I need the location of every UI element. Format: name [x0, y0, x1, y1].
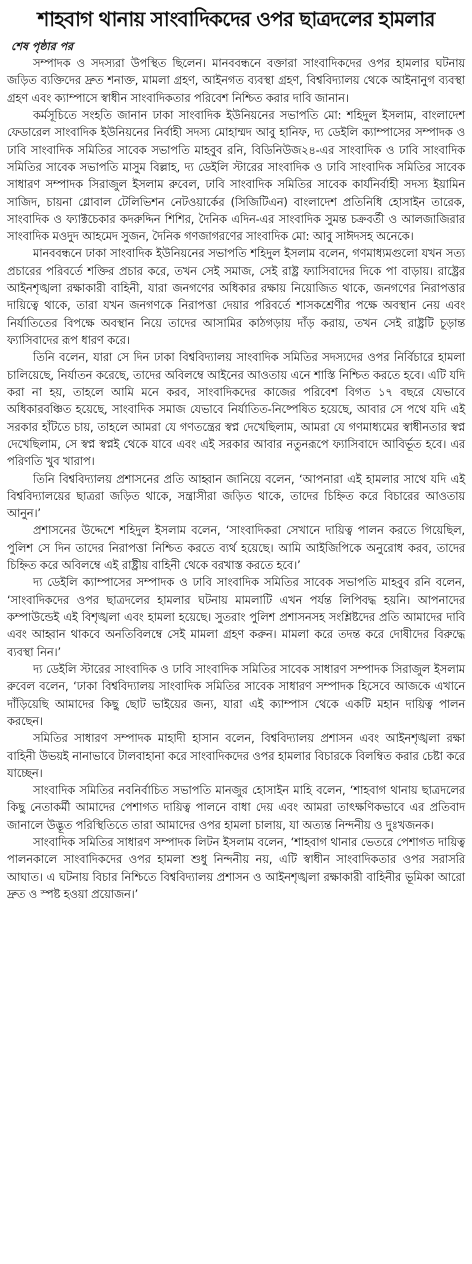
article-body [7, 55, 465, 903]
article-headline: শাহবাগ থানায় সাংবাদিকদের ওপর ছাত্রদলের হামলার [37, 7, 435, 31]
article-paragraph: সম্পাদক ও সদস্যরা উপস্থিত ছিলেন। মানববন্ধনে বক্তারা সাংবাদিকদের ওপর হামলার ঘটনায় জড়িত ব্যক্তিদের দ্রুত শনাক্ত, মামলা গ্রহণ, আইনগত ব্যবস্থা গ্রহণ, বিশ্ববিদ্যালয় থেকে আইনানুগ ব্যবস্থা গ্রহণ এবং ক্যাম্পাসে স্বাধীন সাংবাদিকতার পরিবেশ নিশ্চিত করার দাবি জানান। [7, 56, 465, 105]
article-paragraph: দ্য ডেইলি ক্যাম্পাসের সম্পাদক ও ঢাবি সাংবাদিক সমিতির সাবেক সভাপতি মাহবুব রনি বলেন, ‘সাংবাদিকদের ওপর ছাত্রদলের হামলার ঘটনায় মামলাটি এখন পর্যন্ত লিপিবদ্ধ হয়নি। আপনাদের কম্পাউন্ডেই এই বিশৃঙ্খলা এবং হামলা হয়েছে। সুতরাং পুলিশ প্রশাসনসহ সংশ্লিষ্টদের প্রতি আমাদের দাবি এবং আহ্বান থাকবে অনতিবিলম্বে সেই মামলা গ্রহণ করুন। মামলা করে তদন্ত করে দোষীদের বিরুদ্ধে ব্যবস্থা নিন।’ [7, 575, 465, 659]
article-paragraph: তিনি বিশ্ববিদ্যালয় প্রশাসনের প্রতি আহ্বান জানিয়ে বলেন, ‘আপনারা এই হামলার সাথে যদি এই বিশ্ববিদ্যালয়ের ছাত্ররা জড়িত থাকে, সন্ত্রাসীরা জড়িত থাকে, তাদের চিহ্নিত করে বিচারের আওতায় আনুন।’ [7, 471, 465, 521]
article-paragraph: সমিতির সাধারণ সম্পাদক মাহাদী হাসান বলেন, বিশ্ববিদ্যালয় প্রশাসন এবং আইনশৃঙ্খলা রক্ষা বাহিনী উভয়ই নানাভাবে টালবাহানা করে সাংবাদিকদের ওপর হামলার বিচারকে বিলম্বিত করার চেষ্টা করে যাচ্ছেন। [7, 731, 465, 780]
continued-from-label: শেষ পৃষ্ঠার পর [11, 40, 74, 53]
article-paragraph: সাংবাদিক সমিতির নবনির্বাচিত সভাপতি মানজুর হোসাইন মাহি বলেন, ‘শাহবাগ থানায় ছাত্রদলের কিছু নেতাকর্মী আমাদের পেশাগত দায়িত্ব পালনে বাধা দেয় এবং আমরা তাৎক্ষণিকভাবে এর প্রতিবাদ জানালে উদ্ভূত পরিস্থিতিতে তারা আমাদের ওপর হামলা চালায়, যা অত্যন্ত নিন্দনীয় ও দুঃখজনক। [7, 783, 465, 832]
article-paragraph: মানববন্ধনে ঢাকা সাংবাদিক ইউনিয়নের সভাপতি শহিদুল ইসলাম বলেন, গণমাধ্যমগুলো যখন সত্য প্রচারের পরিবর্তে শক্তির প্রচার করে, তখন সেই সমাজ, সেই রাষ্ট্র ফ্যাসিবাদের দিকে পা বাড়ায়। রাষ্ট্রের আইনশৃঙ্খলা রক্ষাকারী বাহিনী, যারা জনগণের অধিকার রক্ষায় নিয়োজিত থাকে, জনগণের নিরাপত্তার দায়িত্বে থাকে, তারা যখন জনগণকে নিরাপত্তা দেয়ার পরিবর্তে শাসকশ্রেণীর পক্ষে অবস্থান নেয় এবং নির্যাতিতের বিপক্ষে অবস্থান নিয়ে তাদের আসামির কাঠগড়ায় দাঁড় করায়, তখন সেই রাষ্ট্রটি চূড়ান্ত ফ্যাসিবাদের রূপ ধারণ করে। [7, 246, 465, 347]
article-paragraph: সাংবাদিক সমিতির সাধারণ সম্পাদক লিটন ইসলাম বলেন, ‘শাহবাগ থানার ভেতরে পেশাগত দায়িত্ব পালনকালে সাংবাদিকদের ওপর হামলা শুধু নিন্দনীয় নয়, এটি স্বাধীন সাংবাদিকতার ওপর সরাসরি আঘাত। এ ঘটনায় বিচার নিশ্চিতে বিশ্ববিদ্যালয় প্রশাসন ও আইনশৃঙ্খলা রক্ষাকারী বাহিনীর ভূমিকা আরো দ্রুত ও স্পষ্ট হওয়া প্রয়োজন।’ [7, 835, 465, 901]
article-paragraph: দ্য ডেইলি স্টারের সাংবাদিক ও ঢাবি সাংবাদিক সমিতির সাবেক সাধারণ সম্পাদক সিরাজুল ইসলাম রুবেল বলেন, ‘ঢাকা বিশ্ববিদ্যালয় সাংবাদিক সমিতির সাবেক সাধারণ সম্পাদক হিসেবে আজকে এখানে দাঁড়িয়েছি আমাদের কিছু ছোট ভাইয়ের জন্য, যারা এই ক্যাম্পাস থেকে একটি মহান দায়িত্ব পালন করছেন। [7, 661, 465, 728]
article-paragraph: তিনি বলেন, যারা সে দিন ঢাকা বিশ্ববিদ্যালয় সাংবাদিক সমিতির সদস্যদের ওপর নির্বিচারে হামলা চালিয়েছে, নির্যাতন করেছে, তাদের অবিলম্বে আইনের আওতায় এনে শাস্তি নিশ্চিত করতে হবে। এটি যদি করা না হয়, তাহলে আমি মনে করব, সাংবাদিকদের কাজের পরিবেশ বিগত ১৭ বছরে যেভাবে অধিকারবঞ্চিত হয়েছে, সাংবাদিক সমাজ যেভাবে নির্যাতিত-নিষ্পেষিত হয়েছে, আবার সে পথে যদি এই সরকার হাঁটতে চায়, তাহলে আমরা যে গণতন্ত্রের স্বপ্ন দেখেছিলাম, আমরা যে গণমাধ্যমের স্বাধীনতার স্বপ্ন দেখেছিলাম, সে স্বপ্ন স্বপ্নই থেকে যাবে এবং এই সরকার আবার নতুনরূপে ফ্যাসিবাদে আবির্ভূত হবে। এর পরিণতি খুব খারাপ। [7, 350, 465, 469]
article-paragraph: প্রশাসনের উদ্দেশে শহিদুল ইসলাম বলেন, ‘সাংবাদিকরা সেখানে দায়িত্ব পালন করতে গিয়েছিল, পুলিশ সে দিন তাদের নিরাপত্তা নিশ্চিত করতে ব্যর্থ হয়েছে। আমি আইজিপিকে অনুরোধ করব, তাদের চিহ্নিত করে অবিলম্বে এই রাষ্ট্রীয় বাহিনী থেকে বরখাস্ত করতে হবে।’ [7, 523, 465, 573]
article-paragraph: কর্মসূচিতে সংহতি জানান ঢাকা সাংবাদিক ইউনিয়নের সভাপতি মো: শহিদুল ইসলাম, বাংলাদেশ ফেডারেল সাংবাদিক ইউনিয়নের নির্বাহী সদস্য মোহাম্মদ আবু হানিফ, দ্য ডেইলি ক্যাম্পাসের সম্পাদক ও ঢাবি সাংবাদিক সমিতির সাবেক সভাপতি মাহবুব রনি, বিডিনিউজ২৪-এর সাংবাদিক ও ঢাবি সাংবাদিক সমিতির সাবেক সভাপতি মাসুম বিল্লাহ, দ্য ডেইলি স্টারের সাংবাদিক ও ঢাবি সাংবাদিক সমিতির সাবেক সাধারণ সম্পাদক সিরাজুল ইসলাম রুবেল, ঢাবি সাংবাদিক সমিতির সাবেক কার্যনির্বাহী সদস্য ইয়ামিন সাজিদ, চায়না গ্লোবাল টেলিভিশন নেটওয়ার্কের (সিজিটিএন) বাংলাদেশ প্রতিনিধি হোসাইন তারেক, সাংবাদিক ও ফ্যাক্টচেকার কদরুদ্দিন শিশির, দৈনিক এদিন-এর সাংবাদিক সুমন্ত চক্রবর্তী ও আলজাজিরার সাংবাদিক মওদুদ আহমেদ সুজন, দৈনিক গণজাগরণের সাংবাদিক মো: আবু সাঈদসহ অনেকে। [7, 107, 465, 244]
